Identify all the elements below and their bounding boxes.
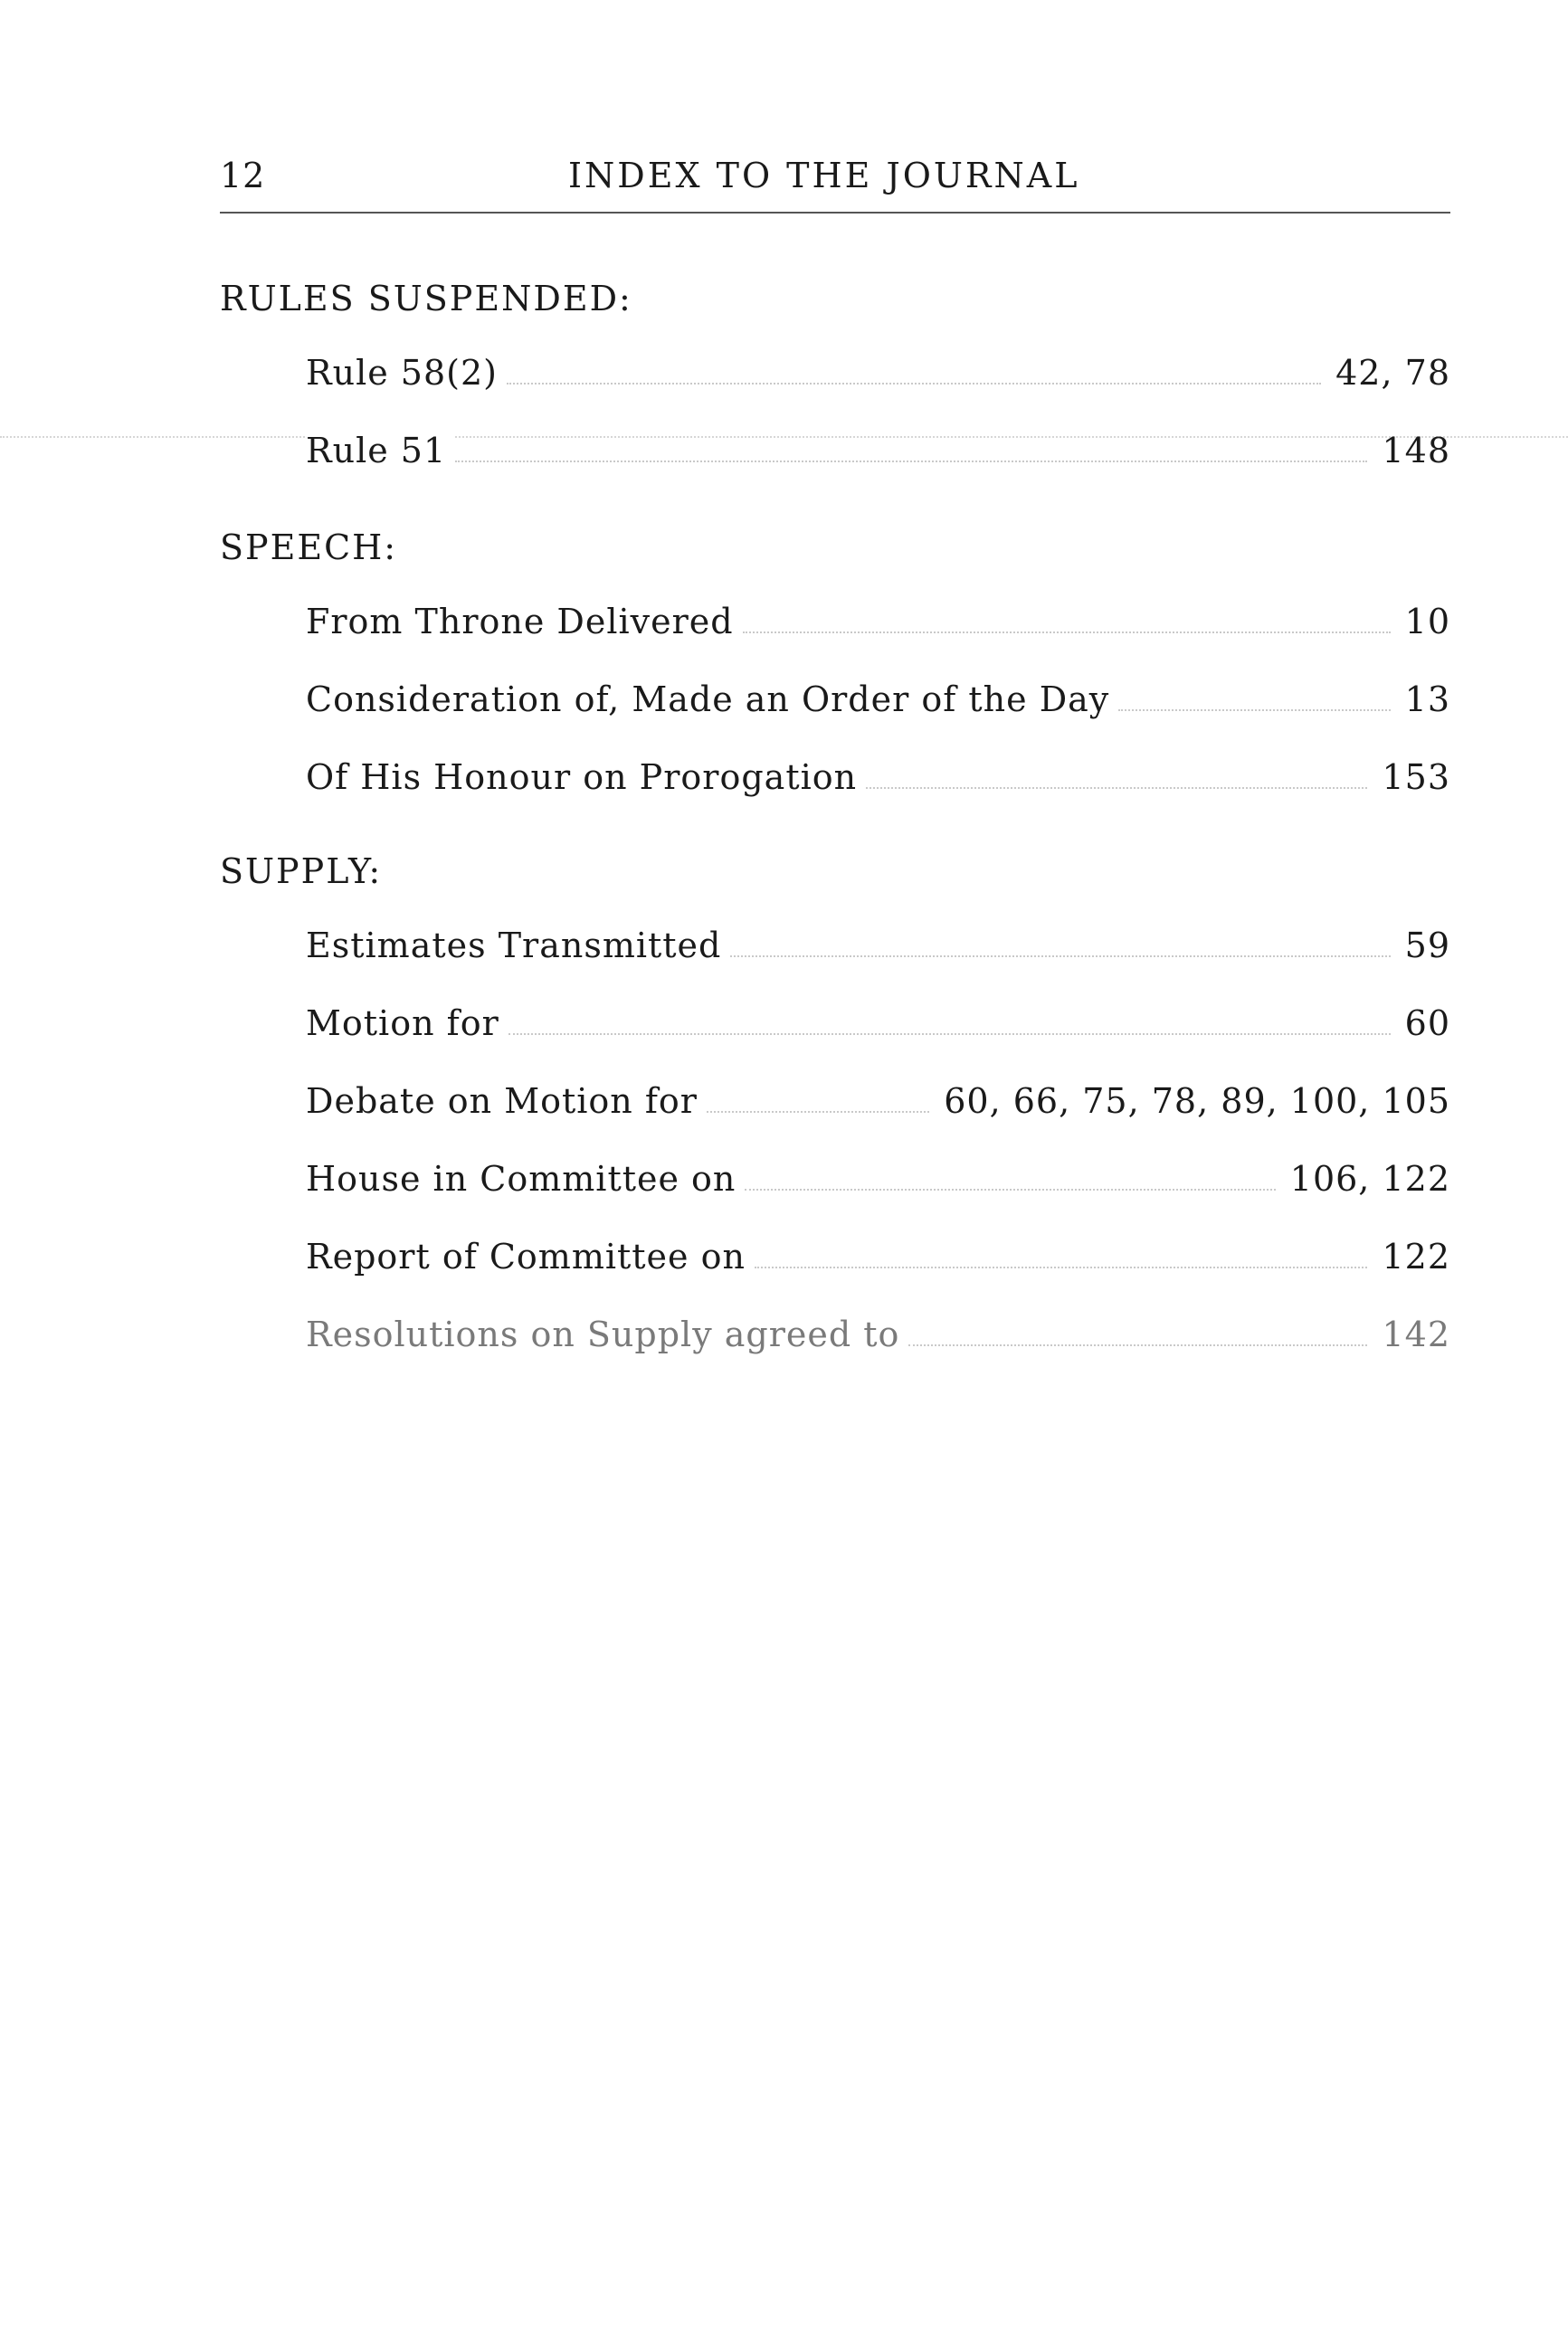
dot-leader xyxy=(745,1156,1284,1201)
entry-text: Rule 58(2) xyxy=(306,350,507,395)
page-number: 12 xyxy=(220,156,266,195)
entry-text: Estimates Transmitted xyxy=(306,923,730,968)
entry-pages: 42, 78 xyxy=(1335,353,1450,393)
index-entry xyxy=(306,1312,1450,1390)
entry-pages: 148 xyxy=(1382,431,1450,470)
dot-leader xyxy=(707,1078,938,1124)
entry-text: Report of Committee on xyxy=(306,1234,755,1279)
section-rules-suspended xyxy=(220,276,1450,506)
section-speech xyxy=(220,525,1450,832)
entry-pages: 106, 122 xyxy=(1289,1159,1450,1199)
entry-text: Rule 51 xyxy=(306,428,455,473)
entry-text: Resolutions on Supply agreed to xyxy=(306,1312,908,1357)
index-entry xyxy=(306,677,1450,755)
index-entry xyxy=(306,755,1450,832)
dot-leader xyxy=(743,599,1400,644)
entry-text: Debate on Motion for xyxy=(306,1078,707,1124)
dot-leader xyxy=(730,923,1399,968)
section-supply xyxy=(220,849,1450,1390)
entry-text: Of His Honour on Prorogation xyxy=(306,755,866,800)
index-entry xyxy=(306,1001,1450,1078)
entry-pages: 10 xyxy=(1404,602,1450,641)
section-heading: SPEECH: xyxy=(220,527,398,567)
entry-list xyxy=(220,350,1450,506)
entry-text: From Throne Delivered xyxy=(306,599,743,644)
index-entry xyxy=(306,1156,1450,1234)
index-entry xyxy=(306,599,1450,677)
index-entry xyxy=(306,350,1450,428)
section-heading: SUPPLY: xyxy=(220,851,383,891)
index-entry xyxy=(306,428,1450,506)
entry-pages: 142 xyxy=(1382,1315,1450,1354)
dot-leader xyxy=(455,428,1376,473)
running-head: INDEX TO THE JOURNAL xyxy=(568,156,1080,195)
entry-text: House in Committee on xyxy=(306,1156,745,1201)
header-rule xyxy=(220,212,1450,214)
dot-leader xyxy=(1118,677,1399,722)
dot-leader xyxy=(908,1312,1376,1357)
entry-pages: 13 xyxy=(1404,679,1450,719)
entry-pages: 153 xyxy=(1382,757,1450,797)
dot-leader xyxy=(866,755,1376,800)
dot-leader xyxy=(755,1234,1377,1279)
index-entry xyxy=(306,923,1450,1001)
entry-list xyxy=(220,599,1450,832)
entry-pages: 122 xyxy=(1382,1237,1450,1277)
index-entry xyxy=(306,1078,1450,1156)
entry-pages: 60, 66, 75, 78, 89, 100, 105 xyxy=(944,1081,1450,1121)
entry-text: Consideration of, Made an Order of the Day xyxy=(306,677,1118,722)
dot-leader xyxy=(508,1001,1400,1046)
entry-text: Motion for xyxy=(306,1001,508,1046)
entry-list xyxy=(220,923,1450,1390)
entry-pages: 60 xyxy=(1404,1003,1450,1043)
entry-pages: 59 xyxy=(1404,926,1450,965)
dot-leader xyxy=(507,350,1330,395)
section-heading: RULES SUSPENDED: xyxy=(220,279,632,318)
index-entry xyxy=(306,1234,1450,1312)
